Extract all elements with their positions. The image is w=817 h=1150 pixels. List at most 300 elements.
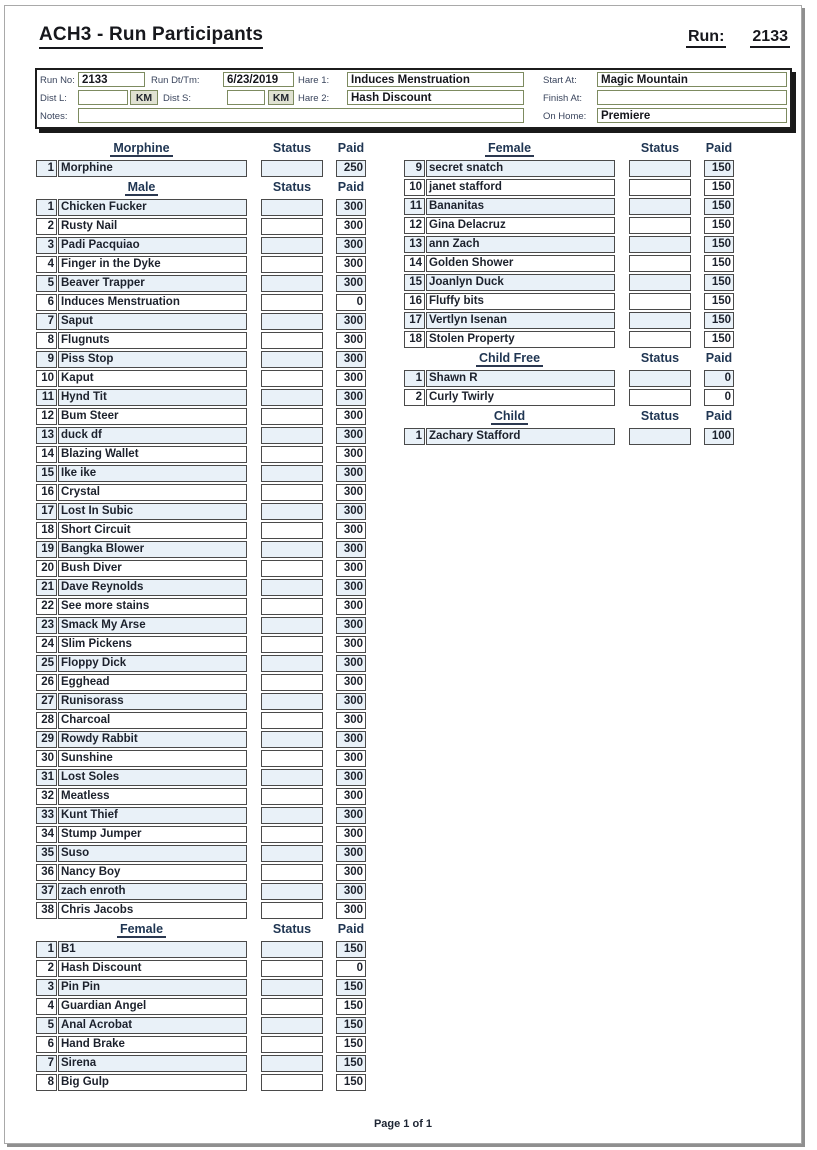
status-cell <box>629 236 691 253</box>
participant-row <box>36 408 366 425</box>
participant-name: Lost Soles <box>58 769 247 786</box>
dist-l-label: Dist L: <box>40 93 67 104</box>
participant-row <box>36 332 366 349</box>
row-number: 26 <box>36 674 57 691</box>
paid-cell: 0 <box>336 294 366 311</box>
participant-name: Crystal <box>58 484 247 501</box>
paid-cell: 300 <box>336 807 366 824</box>
row-number: 7 <box>36 1055 57 1072</box>
participant-name: Zachary Stafford <box>426 428 615 445</box>
finish-at-label: Finish At: <box>543 93 583 104</box>
paid-cell: 300 <box>336 598 366 615</box>
row-number: 6 <box>36 294 57 311</box>
row-number: 1 <box>404 428 425 445</box>
paid-cell: 300 <box>336 579 366 596</box>
start-at-label: Start At: <box>543 75 577 86</box>
participant-row <box>36 674 366 691</box>
run-no-field[interactable]: 2133 <box>78 72 145 87</box>
row-number: 1 <box>36 160 57 177</box>
participant-row <box>36 1074 366 1091</box>
row-number: 38 <box>36 902 57 919</box>
status-cell <box>261 370 323 387</box>
hare1-label: Hare 1: <box>298 75 330 86</box>
row-number: 17 <box>36 503 57 520</box>
row-number: 11 <box>404 198 425 215</box>
status-cell <box>261 332 323 349</box>
right-column <box>404 141 734 447</box>
participant-row <box>404 293 734 310</box>
paid-cell: 300 <box>336 560 366 577</box>
status-cell <box>629 198 691 215</box>
participant-row <box>404 217 734 234</box>
status-cell <box>261 941 323 958</box>
row-number: 5 <box>36 275 57 292</box>
participant-name: Finger in the Dyke <box>58 256 247 273</box>
participant-name: Rusty Nail <box>58 218 247 235</box>
status-cell <box>261 845 323 862</box>
section-header <box>36 180 366 198</box>
row-number: 9 <box>36 351 57 368</box>
participant-name: Slim Pickens <box>58 636 247 653</box>
participant-row <box>36 465 366 482</box>
participant-name: Hash Discount <box>58 960 247 977</box>
paid-cell: 250 <box>336 160 366 177</box>
paid-cell: 300 <box>336 256 366 273</box>
participant-name: Runisorass <box>58 693 247 710</box>
paid-cell: 300 <box>336 503 366 520</box>
participant-name: Anal Acrobat <box>58 1017 247 1034</box>
status-cell <box>261 636 323 653</box>
participant-row <box>36 237 366 254</box>
participant-row <box>36 199 366 216</box>
status-cell <box>629 331 691 348</box>
participant-name: Blazing Wallet <box>58 446 247 463</box>
status-cell <box>261 199 323 216</box>
row-number: 16 <box>404 293 425 310</box>
row-number: 35 <box>36 845 57 862</box>
participant-name: ann Zach <box>426 236 615 253</box>
paid-cell: 150 <box>704 217 734 234</box>
status-cell <box>261 769 323 786</box>
participant-row <box>36 256 366 273</box>
row-number: 19 <box>36 541 57 558</box>
participant-row <box>36 960 366 977</box>
paid-cell: 150 <box>336 1017 366 1034</box>
status-cell <box>261 275 323 292</box>
paid-cell: 300 <box>336 902 366 919</box>
section-header <box>404 409 734 427</box>
status-cell <box>261 598 323 615</box>
participant-name: Hand Brake <box>58 1036 247 1053</box>
participant-row <box>36 731 366 748</box>
participant-row <box>36 883 366 900</box>
status-cell <box>629 255 691 272</box>
status-cell <box>261 427 323 444</box>
paid-column-header: Paid <box>705 409 733 423</box>
participant-row <box>36 1036 366 1053</box>
participant-row <box>36 788 366 805</box>
participant-row <box>36 522 366 539</box>
participant-name: Pin Pin <box>58 979 247 996</box>
status-cell <box>261 503 323 520</box>
row-number: 33 <box>36 807 57 824</box>
run-dt-field[interactable]: 6/23/2019 <box>223 72 294 87</box>
status-cell <box>261 674 323 691</box>
status-cell <box>261 351 323 368</box>
participant-name: Ike ike <box>58 465 247 482</box>
row-number: 15 <box>36 465 57 482</box>
row-number: 2 <box>36 218 57 235</box>
participant-row <box>36 598 366 615</box>
row-number: 24 <box>36 636 57 653</box>
row-number: 2 <box>404 389 425 406</box>
paid-column-header: Paid <box>337 141 365 155</box>
row-number: 25 <box>36 655 57 672</box>
participant-name: Chris Jacobs <box>58 902 247 919</box>
status-cell <box>261 1036 323 1053</box>
run-dt-label: Run Dt/Tm: <box>151 75 200 86</box>
section-title-wrap <box>36 922 247 940</box>
participant-name: Joanlyn Duck <box>426 274 615 291</box>
status-cell <box>629 274 691 291</box>
participant-row <box>36 1017 366 1034</box>
section-title: Female <box>485 141 534 157</box>
participant-name: Smack My Arse <box>58 617 247 634</box>
status-cell <box>261 655 323 672</box>
participant-name: Fluffy bits <box>426 293 615 310</box>
participant-name: Bush Diver <box>58 560 247 577</box>
paid-cell: 300 <box>336 788 366 805</box>
row-number: 4 <box>36 256 57 273</box>
participant-row <box>36 750 366 767</box>
row-number: 10 <box>36 370 57 387</box>
hare2-field[interactable]: Hash Discount <box>347 90 524 105</box>
participant-name: See more stains <box>58 598 247 615</box>
participant-name: Saput <box>58 313 247 330</box>
hare1-field[interactable]: Induces Menstruation <box>347 72 524 87</box>
paid-cell: 300 <box>336 883 366 900</box>
status-cell <box>261 883 323 900</box>
section-header <box>36 922 366 940</box>
participant-row <box>404 370 734 387</box>
row-number: 11 <box>36 389 57 406</box>
participant-name: Flugnuts <box>58 332 247 349</box>
row-number: 18 <box>404 331 425 348</box>
report-page <box>4 5 802 1144</box>
section-title: Child Free <box>476 351 543 367</box>
participant-name: Stump Jumper <box>58 826 247 843</box>
row-number: 18 <box>36 522 57 539</box>
section-title: Male <box>125 180 159 196</box>
participant-name: Guardian Angel <box>58 998 247 1015</box>
row-number: 23 <box>36 617 57 634</box>
paid-cell: 150 <box>704 331 734 348</box>
status-column-header: Status <box>640 351 680 365</box>
paid-cell: 300 <box>336 826 366 843</box>
participant-row <box>36 826 366 843</box>
participant-row <box>36 313 366 330</box>
participant-row <box>36 941 366 958</box>
status-cell <box>261 960 323 977</box>
paid-cell: 150 <box>704 179 734 196</box>
row-number: 13 <box>404 236 425 253</box>
section-title-wrap <box>404 351 615 369</box>
participant-name: Sunshine <box>58 750 247 767</box>
paid-cell: 300 <box>336 389 366 406</box>
participant-row <box>36 275 366 292</box>
row-number: 9 <box>404 160 425 177</box>
status-cell <box>261 1055 323 1072</box>
page-indicator: Page 1 of 1 <box>373 1118 433 1130</box>
participant-row <box>36 218 366 235</box>
participant-row <box>36 294 366 311</box>
participant-name: Kunt Thief <box>58 807 247 824</box>
participant-name: Bum Steer <box>58 408 247 425</box>
row-number: 5 <box>36 1017 57 1034</box>
paid-cell: 150 <box>336 979 366 996</box>
row-number: 30 <box>36 750 57 767</box>
participant-name: Lost In Subic <box>58 503 247 520</box>
status-cell <box>261 826 323 843</box>
participant-name: Golden Shower <box>426 255 615 272</box>
status-cell <box>629 428 691 445</box>
status-cell <box>261 731 323 748</box>
paid-cell: 300 <box>336 636 366 653</box>
paid-cell: 150 <box>336 998 366 1015</box>
participant-row <box>36 979 366 996</box>
participant-name: Sirena <box>58 1055 247 1072</box>
row-number: 12 <box>36 408 57 425</box>
participant-row <box>36 655 366 672</box>
participant-name: Bananitas <box>426 198 615 215</box>
participant-row <box>36 370 366 387</box>
paid-cell: 300 <box>336 674 366 691</box>
status-cell <box>261 313 323 330</box>
status-cell <box>629 389 691 406</box>
participant-row <box>36 503 366 520</box>
status-cell <box>261 237 323 254</box>
section-title: Female <box>117 922 166 938</box>
status-cell <box>261 579 323 596</box>
participant-name: Meatless <box>58 788 247 805</box>
participant-row <box>404 389 734 406</box>
participant-name: zach enroth <box>58 883 247 900</box>
participant-name: Bangka Blower <box>58 541 247 558</box>
status-cell <box>261 256 323 273</box>
participant-row <box>36 579 366 596</box>
notes-field[interactable] <box>78 108 524 123</box>
page-title: ACH3 - Run Participants <box>39 24 263 49</box>
row-number: 36 <box>36 864 57 881</box>
participant-name: Dave Reynolds <box>58 579 247 596</box>
run-no-label: Run No: <box>40 75 75 86</box>
status-cell <box>261 160 323 177</box>
run-number-block <box>686 28 790 46</box>
paid-cell: 300 <box>336 484 366 501</box>
status-column-header: Status <box>640 141 680 155</box>
status-cell <box>261 998 323 1015</box>
finish-at-field[interactable] <box>597 90 787 105</box>
status-cell <box>629 217 691 234</box>
participant-row <box>36 807 366 824</box>
participant-row <box>36 636 366 653</box>
row-number: 10 <box>404 179 425 196</box>
paid-cell: 150 <box>704 160 734 177</box>
participant-name: duck df <box>58 427 247 444</box>
participant-name: secret snatch <box>426 160 615 177</box>
participant-section <box>404 351 734 406</box>
participant-name: B1 <box>58 941 247 958</box>
participant-row <box>36 541 366 558</box>
participant-name: Short Circuit <box>58 522 247 539</box>
participant-name: Kaput <box>58 370 247 387</box>
participant-name: Charcoal <box>58 712 247 729</box>
participant-section <box>36 922 366 1091</box>
status-cell <box>261 750 323 767</box>
section-header <box>404 351 734 369</box>
paid-cell: 150 <box>704 255 734 272</box>
paid-cell: 150 <box>336 1036 366 1053</box>
participant-name: Floppy Dick <box>58 655 247 672</box>
participant-row <box>36 617 366 634</box>
status-cell <box>629 293 691 310</box>
participant-row <box>36 1055 366 1072</box>
paid-cell: 100 <box>704 428 734 445</box>
participant-section <box>404 409 734 445</box>
row-number: 13 <box>36 427 57 444</box>
paid-cell: 150 <box>704 236 734 253</box>
paid-cell: 300 <box>336 408 366 425</box>
paid-cell: 150 <box>336 1055 366 1072</box>
start-at-field[interactable]: Magic Mountain <box>597 72 787 87</box>
row-number: 14 <box>404 255 425 272</box>
section-title-wrap <box>404 409 615 427</box>
row-number: 7 <box>36 313 57 330</box>
status-cell <box>261 465 323 482</box>
on-home-label: On Home: <box>543 111 587 122</box>
paid-cell: 0 <box>704 370 734 387</box>
paid-cell: 300 <box>336 731 366 748</box>
status-cell <box>261 522 323 539</box>
row-number: 20 <box>36 560 57 577</box>
participant-name: Beaver Trapper <box>58 275 247 292</box>
participant-section <box>36 141 366 177</box>
paid-cell: 150 <box>704 312 734 329</box>
paid-column-header: Paid <box>337 922 365 936</box>
participant-row <box>404 331 734 348</box>
status-cell <box>629 312 691 329</box>
paid-cell: 150 <box>704 274 734 291</box>
participant-row <box>36 769 366 786</box>
participant-name: Induces Menstruation <box>58 294 247 311</box>
paid-cell: 0 <box>704 389 734 406</box>
row-number: 16 <box>36 484 57 501</box>
status-cell <box>261 693 323 710</box>
row-number: 37 <box>36 883 57 900</box>
hare2-label: Hare 2: <box>298 93 330 104</box>
row-number: 8 <box>36 1074 57 1091</box>
participant-name: Egghead <box>58 674 247 691</box>
on-home-field[interactable]: Premiere <box>597 108 787 123</box>
paid-cell: 300 <box>336 313 366 330</box>
participant-row <box>36 427 366 444</box>
row-number: 1 <box>36 199 57 216</box>
paid-cell: 300 <box>336 275 366 292</box>
dist-l-field[interactable] <box>78 90 128 105</box>
participant-row <box>36 160 366 177</box>
status-cell <box>261 807 323 824</box>
row-number: 17 <box>404 312 425 329</box>
participant-name: Hynd Tit <box>58 389 247 406</box>
left-column <box>36 141 366 1093</box>
paid-cell: 300 <box>336 750 366 767</box>
row-number: 14 <box>36 446 57 463</box>
participant-name: Padi Pacquiao <box>58 237 247 254</box>
paid-column-header: Paid <box>705 351 733 365</box>
row-number: 8 <box>36 332 57 349</box>
participant-name: Vertlyn Isenan <box>426 312 615 329</box>
participant-section <box>36 180 366 919</box>
row-number: 1 <box>36 941 57 958</box>
participant-name: Gina Delacruz <box>426 217 615 234</box>
paid-cell: 300 <box>336 522 366 539</box>
row-number: 29 <box>36 731 57 748</box>
paid-cell: 300 <box>336 845 366 862</box>
row-number: 34 <box>36 826 57 843</box>
paid-cell: 0 <box>336 960 366 977</box>
row-number: 22 <box>36 598 57 615</box>
participant-section <box>404 141 734 348</box>
paid-cell: 300 <box>336 446 366 463</box>
paid-cell: 300 <box>336 617 366 634</box>
paid-cell: 300 <box>336 769 366 786</box>
participant-name: Shawn R <box>426 370 615 387</box>
participant-row <box>36 864 366 881</box>
run-number: 2133 <box>750 28 790 48</box>
status-cell <box>261 218 323 235</box>
row-number: 15 <box>404 274 425 291</box>
paid-cell: 150 <box>704 198 734 215</box>
participant-row <box>36 845 366 862</box>
participant-name: Chicken Fucker <box>58 199 247 216</box>
section-title-wrap <box>36 141 247 159</box>
section-title: Morphine <box>110 141 172 157</box>
status-cell <box>261 541 323 558</box>
participant-row <box>36 560 366 577</box>
participant-row <box>404 274 734 291</box>
participant-row <box>36 351 366 368</box>
status-cell <box>261 446 323 463</box>
participant-row <box>36 902 366 919</box>
status-cell <box>261 484 323 501</box>
status-cell <box>261 560 323 577</box>
status-cell <box>261 1074 323 1091</box>
participant-name: Suso <box>58 845 247 862</box>
status-cell <box>261 294 323 311</box>
participant-row <box>404 255 734 272</box>
dist-s-field[interactable] <box>227 90 265 105</box>
row-number: 1 <box>404 370 425 387</box>
paid-cell: 300 <box>336 199 366 216</box>
section-title: Child <box>491 409 528 425</box>
section-header <box>404 141 734 159</box>
row-number: 3 <box>36 237 57 254</box>
paid-cell: 300 <box>336 332 366 349</box>
paid-cell: 300 <box>336 427 366 444</box>
participant-row <box>36 693 366 710</box>
status-cell <box>261 617 323 634</box>
participant-name: Piss Stop <box>58 351 247 368</box>
